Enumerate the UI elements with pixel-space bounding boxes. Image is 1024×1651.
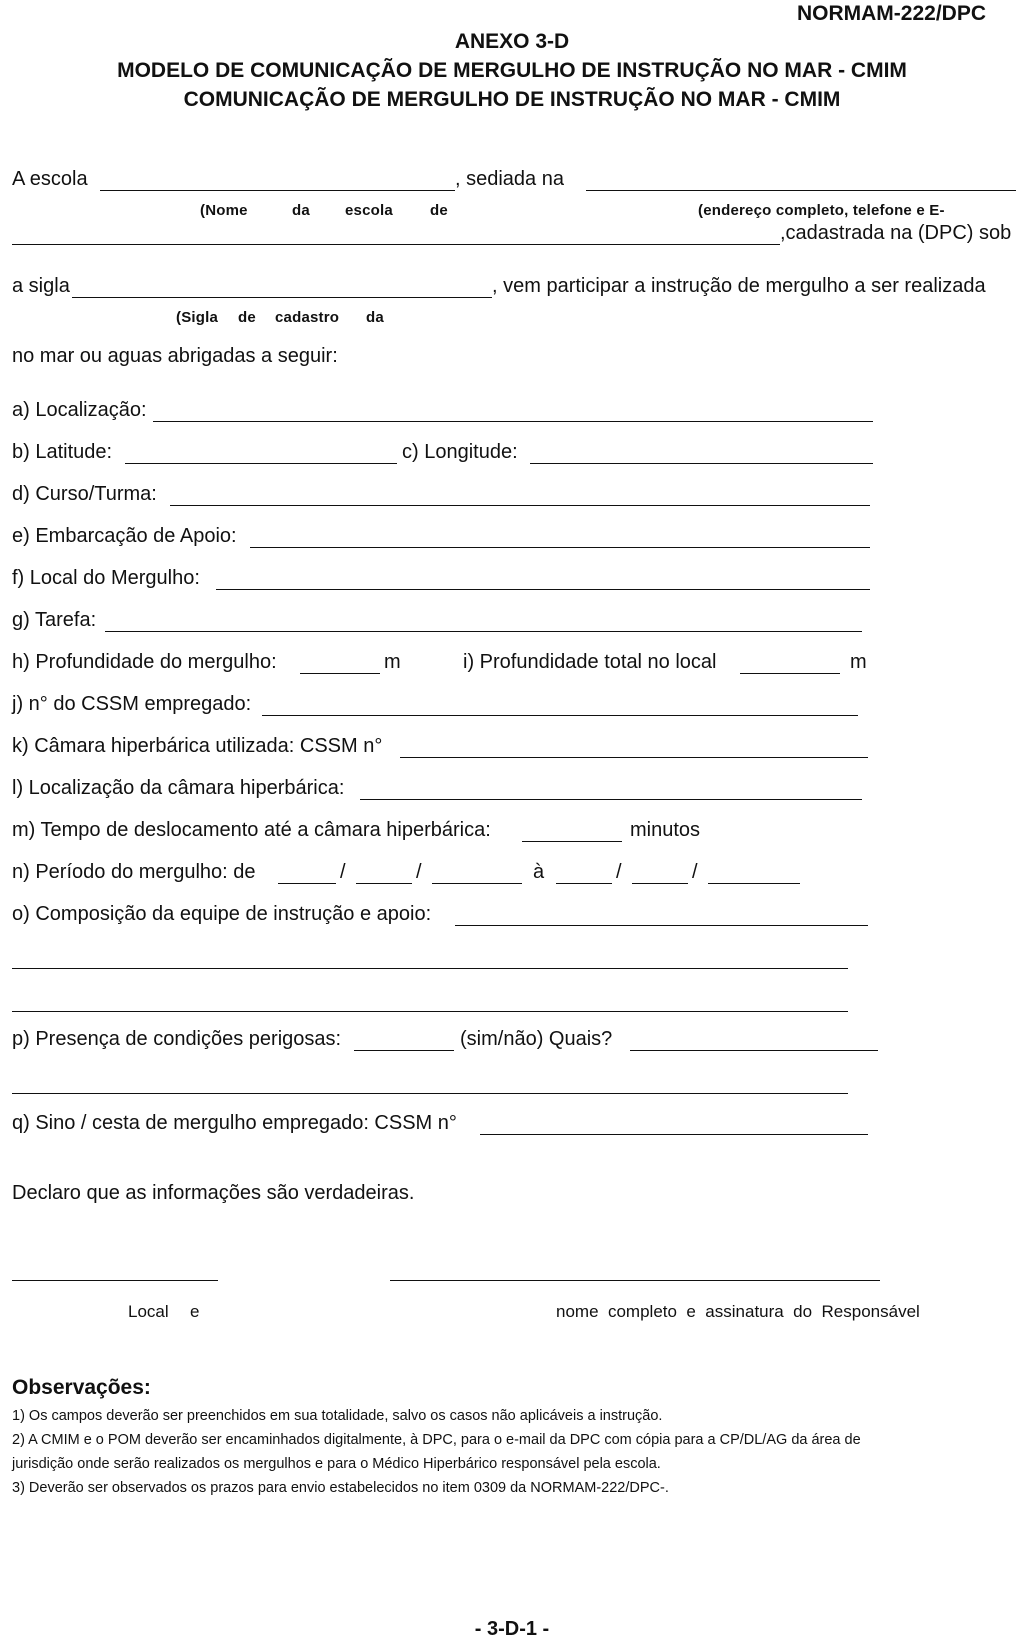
field-n-label: n) Período do mergulho: de <box>12 861 256 883</box>
field-n-slash: / <box>616 861 622 883</box>
observation-item: 3) Deverão ser observados os prazos para envio estabelecidos no item 0309 da NORMAM-222/DPC-. <box>12 1480 669 1496</box>
field-p-quais-input[interactable] <box>630 1050 878 1051</box>
field-k-input[interactable] <box>400 757 868 758</box>
signature-line[interactable] <box>390 1280 880 1281</box>
hint-endereco: (endereço completo, telefone e E- <box>698 202 945 219</box>
field-n-slash: / <box>416 861 422 883</box>
intro-a-escola: A escola <box>12 168 88 190</box>
address-continuation-line[interactable] <box>12 244 780 245</box>
declaration-text: Declaro que as informações são verdadeiras. <box>12 1182 415 1204</box>
field-p-line-2[interactable] <box>12 1093 848 1094</box>
field-c-input[interactable] <box>530 463 873 464</box>
intro-a-sigla: a sigla <box>12 275 70 297</box>
norm-code: NORMAM-222/DPC <box>796 2 986 25</box>
document-subtitle: COMUNICAÇÃO DE MERGULHO DE INSTRUÇÃO NO MAR - CMIM <box>183 88 841 111</box>
field-n-a: à <box>533 861 545 883</box>
field-p-label: p) Presença de condições perigosas: <box>12 1028 342 1050</box>
intro-cadastrada: ,cadastrada na (DPC) sob <box>780 222 1012 244</box>
field-m-label: m) Tempo de deslocamento até a câmara hiperbárica: <box>12 819 491 841</box>
field-n-end-year[interactable] <box>708 883 800 884</box>
field-n-start-year[interactable] <box>432 883 522 884</box>
field-j-input[interactable] <box>262 715 858 716</box>
field-l-input[interactable] <box>360 799 862 800</box>
field-d-label: d) Curso/Turma: <box>12 483 157 505</box>
field-m-unit: minutos <box>630 819 701 841</box>
field-p-input[interactable] <box>354 1050 454 1051</box>
field-e-label: e) Embarcação de Apoio: <box>12 525 237 547</box>
field-h-label: h) Profundidade do mergulho: <box>12 651 277 673</box>
field-o-input[interactable] <box>455 925 868 926</box>
hint-nome: (Nome <box>200 202 248 219</box>
hint-de: de <box>430 202 448 219</box>
signature-local-label: Local <box>128 1302 169 1321</box>
observations-title: Observações: <box>12 1376 151 1399</box>
field-f-label: f) Local do Mergulho: <box>12 567 200 589</box>
field-b-label: b) Latitude: <box>12 441 113 463</box>
field-h-unit: m <box>384 651 401 673</box>
intro-vem-participar: , vem participar a instrução de mergulho a ser realizada <box>492 275 986 297</box>
field-h-input[interactable] <box>300 673 380 674</box>
field-e-input[interactable] <box>250 547 870 548</box>
hint-escola: escola <box>345 202 393 219</box>
field-c-label: c) Longitude: <box>402 441 518 463</box>
field-n-start-day[interactable] <box>278 883 336 884</box>
field-k-label: k) Câmara hiperbárica utilizada: CSSM n° <box>12 735 383 757</box>
field-q-label: q) Sino / cesta de mergulho empregado: CSSM n° <box>12 1112 457 1134</box>
field-m-input[interactable] <box>522 841 622 842</box>
school-name-line[interactable] <box>100 190 455 191</box>
field-i-unit: m <box>850 651 867 673</box>
field-d-input[interactable] <box>170 505 870 506</box>
field-n-slash: / <box>692 861 698 883</box>
field-g-input[interactable] <box>105 631 862 632</box>
field-i-label: i) Profundidade total no local <box>463 651 717 673</box>
observation-item: 1) Os campos deverão ser preenchidos em sua totalidade, salvo os casos não aplicáveis a instrução. <box>12 1408 663 1424</box>
observation-item: 2) A CMIM e o POM deverão ser encaminhados digitalmente, à DPC, para o e-mail da DPC com cópia para a CP/DL/AG da área de <box>12 1432 861 1448</box>
field-j-label: j) n° do CSSM empregado: <box>12 693 252 715</box>
hint-da2: da <box>366 309 384 326</box>
hint-de2: de <box>238 309 256 326</box>
document-title: MODELO DE COMUNICAÇÃO DE MERGULHO DE INSTRUÇÃO NO MAR - CMIM <box>117 59 907 82</box>
field-o-line-3[interactable] <box>12 1011 848 1012</box>
signature-responsible-label: nome completo e assinatura do Responsável <box>556 1302 920 1321</box>
field-n-start-month[interactable] <box>356 883 412 884</box>
hint-cadastro: cadastro <box>275 309 340 326</box>
field-g-label: g) Tarefa: <box>12 609 97 631</box>
field-n-slash: / <box>340 861 346 883</box>
local-date-line[interactable] <box>12 1280 218 1281</box>
field-b-input[interactable] <box>125 463 397 464</box>
intro-no-mar: no mar ou aguas abrigadas a seguir: <box>12 345 338 367</box>
field-n-end-month[interactable] <box>632 883 688 884</box>
school-address-line[interactable] <box>586 190 1016 191</box>
field-o-label: o) Composição da equipe de instrução e apoio: <box>12 903 432 925</box>
intro-sediada: , sediada na <box>455 168 564 190</box>
field-p-simnao: (sim/não) Quais? <box>460 1028 613 1050</box>
annex-title: ANEXO 3-D <box>454 30 570 53</box>
field-q-input[interactable] <box>480 1134 868 1135</box>
field-f-input[interactable] <box>216 589 870 590</box>
field-o-line-2[interactable] <box>12 968 848 969</box>
hint-da: da <box>292 202 310 219</box>
sigla-line[interactable] <box>72 297 492 298</box>
field-a-label: a) Localização: <box>12 399 147 421</box>
field-l-label: l) Localização da câmara hiperbárica: <box>12 777 345 799</box>
signature-e-label: e <box>190 1302 200 1321</box>
observation-item: jurisdição onde serão realizados os mergulhos e para o Médico Hiperbárico responsável pela escola. <box>12 1456 661 1472</box>
field-a-input[interactable] <box>153 421 873 422</box>
hint-sigla: (Sigla <box>176 309 219 326</box>
field-i-input[interactable] <box>740 673 840 674</box>
page-number: - 3-D-1 - <box>474 1618 550 1640</box>
field-n-end-day[interactable] <box>556 883 612 884</box>
